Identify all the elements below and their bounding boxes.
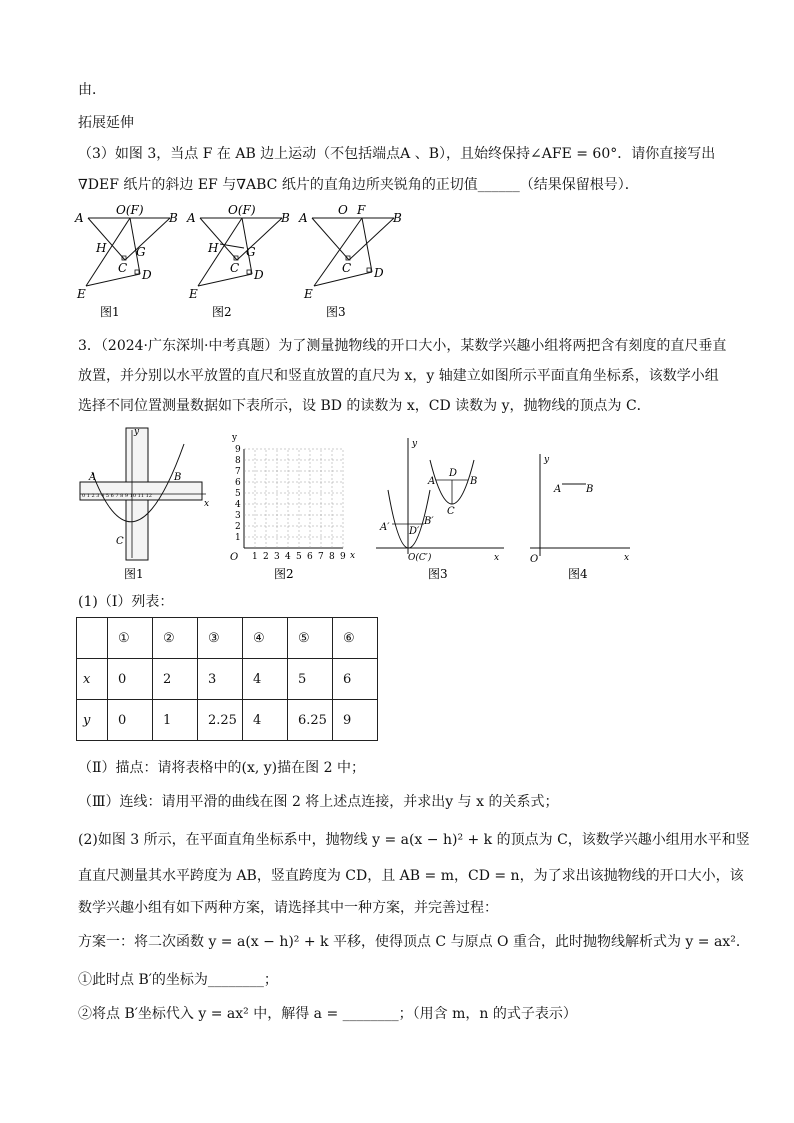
label-E: E xyxy=(189,287,198,301)
row-label: y xyxy=(77,700,108,741)
grid-y-tick: 6 xyxy=(235,478,241,488)
label-A: A xyxy=(75,211,84,225)
label-G: G xyxy=(246,245,256,259)
label-B: B xyxy=(393,211,402,225)
grid-x-tick: 5 xyxy=(296,552,302,562)
grid-x-tick: 6 xyxy=(307,552,313,562)
caption-graph2: 图2 xyxy=(274,567,294,581)
graph-figure-2 xyxy=(230,433,355,581)
table-header-cell: ⑤ xyxy=(288,618,333,659)
label-D: D xyxy=(374,266,384,280)
table-cell: 4 xyxy=(243,700,288,741)
text-line: 由． xyxy=(78,82,106,98)
fig3-B: B xyxy=(470,476,478,487)
grid-x-label: x xyxy=(350,551,356,561)
grid-y-tick: 9 xyxy=(235,445,241,455)
grid-y-tick: 7 xyxy=(235,467,241,477)
grid-y-label: y xyxy=(232,433,238,443)
fig4-O: O xyxy=(530,554,539,565)
table-cell: 0 xyxy=(108,700,153,741)
question-2: ②将点 B′坐标代入 y = ax² 中，解得 a = ________；（用含 m，n 的式子表示） xyxy=(78,1006,577,1022)
triangle-figure-1 xyxy=(74,203,178,301)
table-header-cell: ② xyxy=(153,618,198,659)
triangle-figures xyxy=(70,202,410,320)
grid-y-tick: 3 xyxy=(235,511,241,521)
table-row xyxy=(77,700,378,741)
question-1: ①此时点 B′的坐标为________； xyxy=(78,972,278,988)
part-2-line1: (2)如图 3 所示，在平面直角坐标系中，抛物线 y = a(x − h)² + k 的顶点为 C，该数学兴趣小组用水平和竖 xyxy=(78,832,750,848)
label-B: B xyxy=(281,211,290,225)
grid-y-tick: 2 xyxy=(235,522,241,532)
label-D: D xyxy=(142,268,152,282)
question-3-line1: （3）如图 3，当点 F 在 AB 边上运动（不包括端点A 、B），且始终保持∠AFE = 60°．请你直接写出 xyxy=(78,146,716,162)
problem-3-line3: 选择不同位置测量数据如下表所示，设 BD 的读数为 x，CD 读数为 y，抛物线的顶点为 C． xyxy=(78,398,651,414)
fig3-A2: A′ xyxy=(380,522,390,533)
section-heading: 拓展延伸 xyxy=(78,115,134,131)
label-A: A xyxy=(187,211,196,225)
label-O: O xyxy=(338,203,348,217)
grid-origin: O xyxy=(230,552,239,563)
grid-x-tick: 3 xyxy=(274,552,280,562)
table-cell: 5 xyxy=(288,659,333,700)
fig3-D: D xyxy=(449,468,458,479)
fig4-A: A xyxy=(554,484,562,495)
table-header-cell: ③ xyxy=(198,618,243,659)
label-H: H xyxy=(208,241,219,255)
fig3-D2: D′ xyxy=(409,526,420,537)
label-B: B xyxy=(169,211,178,225)
label-D: D xyxy=(254,268,264,282)
grid-x-tick: 8 xyxy=(329,552,335,562)
label-C: C xyxy=(230,261,240,275)
table-header-cell: ④ xyxy=(243,618,288,659)
problem-3-line1: 3．（2024·广东深圳·中考真题）为了测量抛物线的开口大小，某数学兴趣小组将两把含有刻度的直尺垂直 xyxy=(78,338,727,354)
label-A: A xyxy=(299,211,308,225)
graph-figure-1 xyxy=(80,427,209,581)
grid-y-tick: 8 xyxy=(235,456,241,466)
fig4-y: y xyxy=(544,455,550,465)
fig1-y: y xyxy=(134,427,140,437)
part-2-line3: 数学兴趣小组有如下两种方案，请选择其中一种方案，并完善过程： xyxy=(78,900,498,916)
row-label: x xyxy=(77,659,108,700)
caption-fig1: 图1 xyxy=(100,305,120,319)
label-H: H xyxy=(96,241,107,255)
label-E: E xyxy=(304,287,313,301)
caption-graph4: 图4 xyxy=(568,567,588,581)
grid-x-tick: 4 xyxy=(285,552,291,562)
table-cell: 3 xyxy=(198,659,243,700)
grid-y-tick: 5 xyxy=(235,489,241,499)
table-cell: 1 xyxy=(153,700,198,741)
graph-figure-3 xyxy=(376,438,504,581)
step-2: （Ⅱ）描点：请将表格中的(x, y)描在图 2 中； xyxy=(78,760,365,776)
grid-x-tick: 1 xyxy=(252,552,258,562)
grid-x-tick: 9 xyxy=(340,552,346,562)
caption-fig3: 图3 xyxy=(326,305,346,319)
triangle-figure-2 xyxy=(186,203,290,301)
fig4-B: B xyxy=(586,484,594,495)
caption-graph3: 图3 xyxy=(428,567,448,581)
fig1-C: C xyxy=(116,536,124,547)
label-F: F xyxy=(357,203,366,217)
question-3-line2: ∇DEF 纸片的斜边 EF 与∇ABC 纸片的直角边所夹锐角的正切值______（结果保留根号）． xyxy=(78,177,639,193)
triangle-figure-3 xyxy=(298,203,402,301)
label-C: C xyxy=(118,261,128,275)
table-cell: 4 xyxy=(243,659,288,700)
caption-graph1: 图1 xyxy=(124,567,144,581)
table-header-cell: ① xyxy=(108,618,153,659)
grid-x-tick: 7 xyxy=(318,552,324,562)
label-E: E xyxy=(77,287,86,301)
grid-x-tick: 2 xyxy=(263,552,269,562)
fig3-A: A xyxy=(428,476,436,487)
table-cell: 6 xyxy=(333,659,378,700)
plan-1: 方案一：将二次函数 y = a(x − h)² + k 平移，使得顶点 C 与原点 O 重合，此时抛物线解析式为 y = ax²． xyxy=(78,934,750,950)
grid-y-tick: 1 xyxy=(235,533,241,543)
fig3-C: C xyxy=(447,506,455,517)
graph-figures xyxy=(74,424,644,584)
label-C: C xyxy=(342,261,352,275)
step-3: （Ⅲ）连线：请用平滑的曲线在图 2 将上述点连接，并求出y 与 x 的关系式； xyxy=(78,794,559,810)
label-G: G xyxy=(136,245,146,259)
table-cell: 2.25 xyxy=(198,700,243,741)
table-cell: 6.25 xyxy=(288,700,333,741)
fig3-y: y xyxy=(412,439,418,449)
grid-y-tick: 4 xyxy=(235,500,241,510)
table-cell: 9 xyxy=(333,700,378,741)
fig4-x: x xyxy=(624,553,630,563)
fig3-x: x xyxy=(494,553,500,563)
table-row xyxy=(77,659,378,700)
table-header-row xyxy=(77,618,378,659)
caption-fig2: 图2 xyxy=(212,305,232,319)
table-cell: 2 xyxy=(153,659,198,700)
table-cell: 0 xyxy=(108,659,153,700)
table-header-cell xyxy=(77,618,108,659)
table-header-cell: ⑥ xyxy=(333,618,378,659)
data-table xyxy=(76,617,378,741)
fig1-A: A xyxy=(89,472,97,483)
problem-3-line2: 放置，并分别以水平放置的直尺和竖直放置的直尺为 x，y 轴建立如图所示平面直角坐标系，该数学小组 xyxy=(78,368,719,384)
part-2-line2: 直直尺测量其水平跨度为 AB，竖直跨度为 CD，且 AB = m，CD = n，为了求出该抛物线的开口大小，该 xyxy=(78,868,744,884)
table-intro: (1)（Ⅰ）列表： xyxy=(78,594,174,610)
fig3-O: O(C′) xyxy=(408,553,432,563)
fig1-x: x xyxy=(204,499,210,509)
graph-figure-4 xyxy=(530,454,630,581)
fig1-ruler: 0 1 2 3 4 5 6 7 8 9 10 11 12 xyxy=(82,493,152,499)
fig1-B: B xyxy=(174,472,182,483)
label-OF: O(F) xyxy=(228,203,256,217)
label-OF: O(F) xyxy=(116,203,144,217)
fig3-B2: B′ xyxy=(424,516,434,527)
